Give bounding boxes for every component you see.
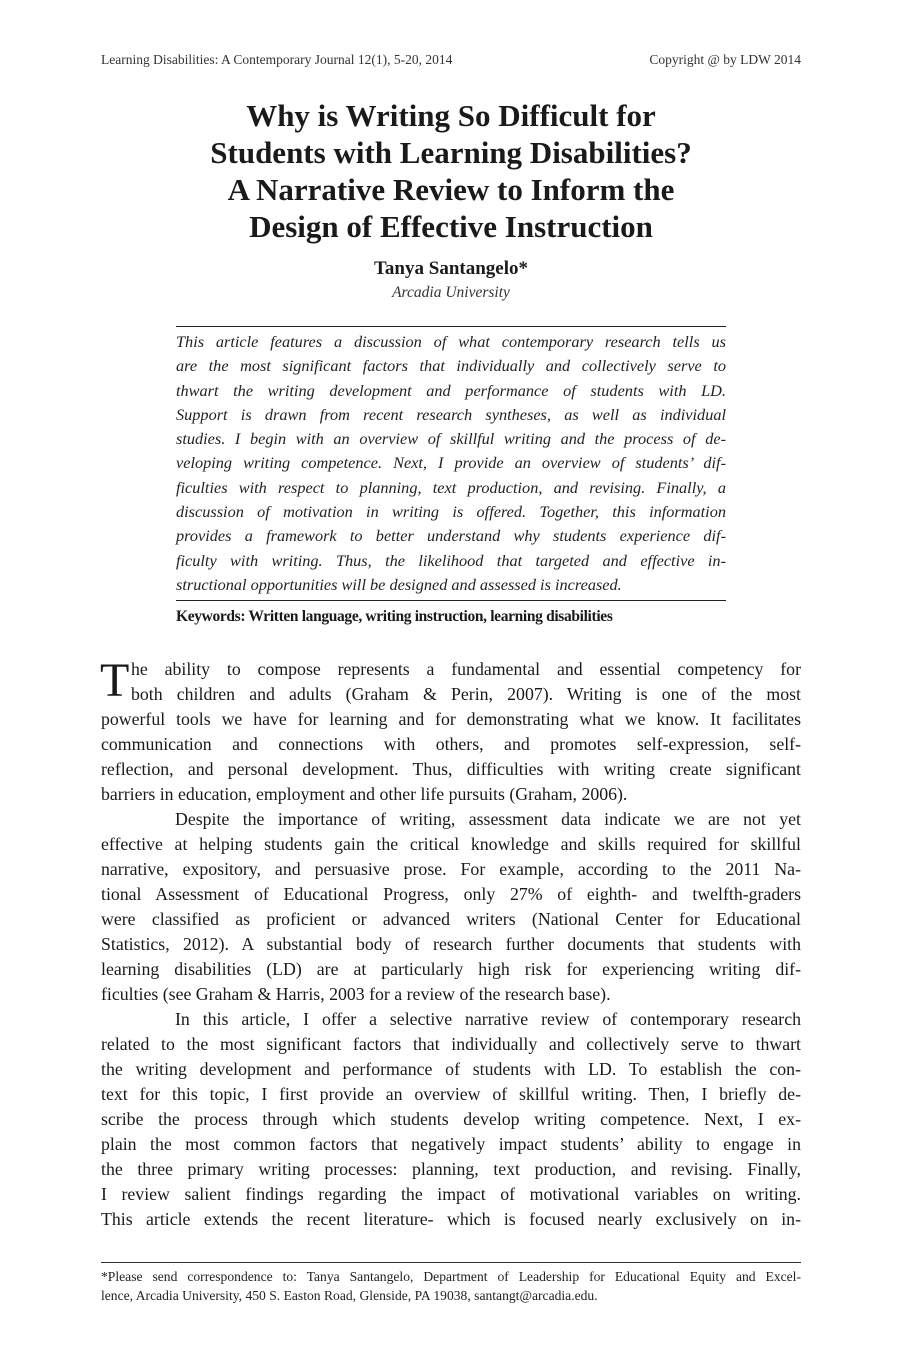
body-line: both children and adults (Graham & Perin, 2007). Writing is one of the most (131, 684, 801, 704)
footnote-line: lence, Arcadia University, 450 S. Easton Road, Glenside, PA 19038, santangt@arcadia.edu. (101, 1288, 598, 1303)
author-affiliation: Arcadia University (392, 284, 510, 301)
article-title (101, 97, 801, 245)
body-line: Despite the importance of writing, assessment data indicate we are not yet (175, 809, 801, 829)
body-line: I review salient findings regarding the impact of motivational variables on writing. (101, 1184, 801, 1204)
abstract-line: studies. I begin with an overview of skillful writing and the process of de- (176, 429, 726, 449)
body-line: plain the most common factors that negatively impact students’ ability to engage in (101, 1134, 801, 1154)
body-line: In this article, I offer a selective narrative review of contemporary research (175, 1009, 801, 1029)
article-body (100, 654, 801, 1232)
body-line: reflection, and personal development. Thus, difficulties with writing create significant (101, 759, 801, 779)
keywords: Keywords: Written language, writing instruction, learning disabilities (176, 608, 613, 625)
abstract-line: structional opportunities will be designed and assessed is increased. (176, 574, 622, 594)
running-head (101, 52, 801, 68)
body-line: This article extends the recent literature- which is focused nearly exclusively on in- (101, 1209, 801, 1229)
title-line: Why is Writing So Difficult for (246, 98, 656, 133)
footnote-divider (101, 1262, 801, 1263)
body-line: barriers in education, employment and other life pursuits (Graham, 2006). (101, 784, 628, 804)
body-line: scribe the process through which students develop writing competence. Next, I ex- (101, 1109, 801, 1129)
body-line: narrative, expository, and persuasive prose. For example, according to the 2011 Na- (101, 859, 801, 879)
body-line: Statistics, 2012). A substantial body of research further documents that students with (101, 934, 801, 954)
title-line: Design of Effective Instruction (249, 209, 653, 244)
drop-cap: T (100, 654, 130, 707)
body-line: learning disabilities (LD) are at particularly high risk for experiencing writing dif- (101, 959, 801, 979)
body-line: the three primary writing processes: planning, text production, and revising. Finally, (101, 1159, 801, 1179)
body-line: tional Assessment of Educational Progress, only 27% of eighth- and twelfth-graders (101, 884, 801, 904)
title-line: Students with Learning Disabilities? (210, 135, 692, 170)
abstract-line: ficulty with writing. Thus, the likelihood that targeted and effective in- (176, 550, 726, 570)
body-line: powerful tools we have for learning and for demonstrating what we know. It facilitates (101, 709, 801, 729)
abstract-line: ficulties with respect to planning, text production, and revising. Finally, a (176, 477, 726, 497)
title-line: A Narrative Review to Inform the (227, 172, 675, 207)
abstract-line: Support is drawn from recent research syntheses, as well as individual (176, 404, 726, 424)
body-line: text for this topic, I first provide an overview of skillful writing. Then, I briefly de- (101, 1084, 801, 1104)
body-line: communication and connections with others, and promotes self-expression, self- (101, 734, 801, 754)
author-name: Tanya Santangelo* (374, 258, 528, 279)
body-line: effective at helping students gain the critical knowledge and skills required for skillful (101, 834, 801, 854)
body-line: were classified as proficient or advanced writers (National Center for Educational (101, 909, 801, 929)
journal-citation: Learning Disabilities: A Contemporary Journal 12(1), 5-20, 2014 (101, 52, 453, 67)
abstract-line: provides a framework to better understand why students experience dif- (176, 526, 726, 546)
abstract-line: veloping writing competence. Next, I provide an overview of students’ dif- (176, 453, 726, 473)
abstract-line: thwart the writing development and performance of students with LD. (176, 380, 726, 400)
footnote-line: *Please send correspondence to: Tanya Santangelo, Department of Leadership for Educational Equity and Excel- (101, 1269, 801, 1284)
abstract-line: discussion of motivation in writing is offered. Together, this information (176, 502, 726, 522)
abstract (176, 326, 726, 601)
body-line: related to the most significant factors that individually and collectively serve to thwart (101, 1034, 801, 1054)
abstract-line: This article features a discussion of what contemporary research tells us (176, 332, 726, 351)
body-line: ficulties (see Graham & Harris, 2003 for a review of the research base). (101, 984, 611, 1004)
body-line: he ability to compose represents a fundamental and essential competency for (131, 659, 801, 679)
body-line: the writing development and performance of students with LD. To establish the con- (101, 1059, 801, 1079)
copyright-notice: Copyright @ by LDW 2014 (649, 52, 801, 67)
footnote (101, 1267, 801, 1305)
abstract-line: are the most significant factors that individually and collectively serve to (176, 356, 726, 376)
